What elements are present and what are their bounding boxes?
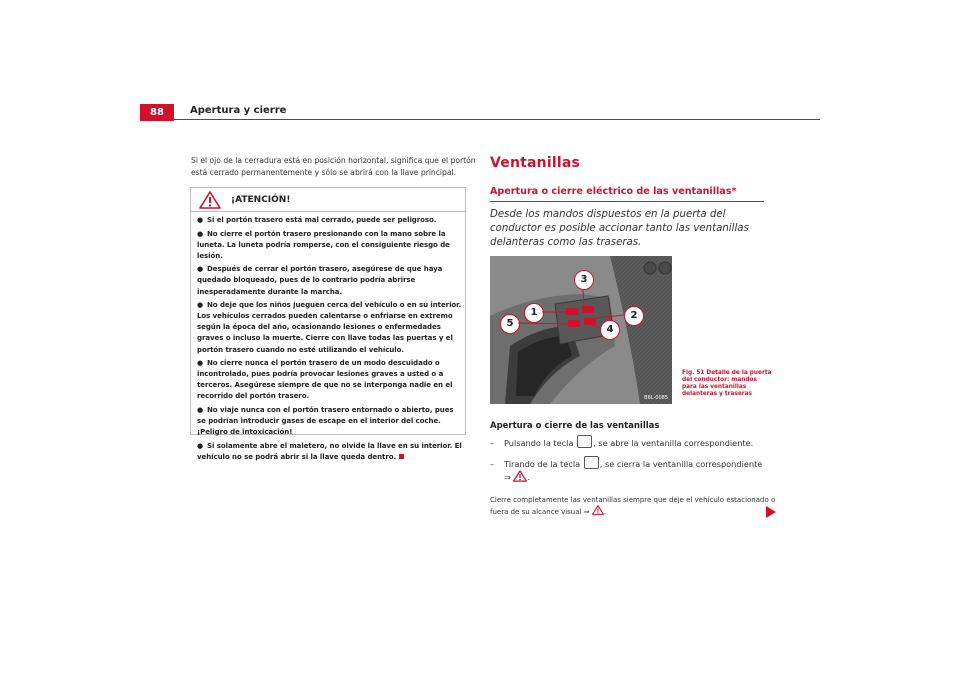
warning-triangle-icon (513, 470, 527, 482)
window-key-icon (577, 435, 592, 448)
callout-5: 5 (500, 314, 520, 334)
bullet-icon: ● (197, 359, 204, 368)
subsection-title: Apertura o cierre eléctrico de las ventanillas* (490, 186, 737, 197)
lead-paragraph: Desde los mandos dispuestos en la puerta del conductor es posible accionar tanto las ventanillas delanteras como las traseras. (490, 209, 749, 248)
warning-triangle-icon (592, 505, 604, 515)
header-rule (174, 119, 820, 120)
section-title: Ventanillas (490, 155, 581, 171)
warning-item: ● Después de cerrar el portón trasero, asegúrese de que haya quedado bloqueado, pues de lo contrario podría abrirse inesperadamente durante la marcha. (197, 265, 443, 296)
bullet-icon: ● (197, 406, 204, 414)
bullet-icon: ● (197, 441, 204, 450)
warning-triangle-icon (199, 191, 221, 209)
warning-item: ● No viaje nunca con el portón trasero entornado o abierto, pues se podrían introducir gases de escape en el interior del coche. ¡Peligro de intoxicación! (197, 406, 454, 437)
chapter-title: Apertura y cierre (190, 105, 287, 116)
page-number: 88 (140, 104, 174, 121)
warning-item: ● No deje que los niños jueguen cerca del vehículo o en su interior. Los vehículos cerrados pueden calentarse o enfriarse en extremo según la época del año, ocasionando lesiones o enfermedades graves o incluso la muerte. Cierre con llave todas las puertas y el portón trasero cuando no esté utilizando el vehículo. (197, 301, 462, 354)
bullet-icon: ● (197, 216, 204, 224)
warning-header (191, 188, 465, 212)
window-key-icon (584, 456, 599, 469)
bullet-icon: ● (197, 265, 204, 274)
steps-title: Apertura o cierre de las ventanillas (490, 421, 660, 431)
callout-3: 3 (574, 270, 594, 290)
intro-paragraph: Si el ojo de la cerradura está en posición horizontal, significa que el portón está cerrado permanentemente y sólo se abrirá con la llave principal. (191, 156, 476, 177)
next-page-arrow-icon (766, 506, 776, 518)
warning-box (190, 187, 466, 461)
callout-2: 2 (624, 306, 644, 326)
bullet-icon: ● (197, 301, 204, 310)
callout-4: 4 (600, 320, 620, 340)
bullet-icon: ● (197, 229, 204, 238)
figure-code: B6L-0085 (644, 395, 668, 401)
warning-item: ● No cierre nunca el portón trasero de un modo descuidado o incontrolado, pues podría provocar lesiones graves a usted o a terceros. Asegúrese siempre de que no se interponga nadie en el recorrido del portón trasero. (197, 359, 453, 401)
figure-caption: Fig. 51 Detalle de la puerta del conductor: mandos para las ventanillas delanteras y traseras (682, 370, 772, 397)
warning-item: ● Si el portón trasero está mal cerrado, puede ser peligroso. (197, 215, 463, 226)
callout-1: 1 (524, 303, 544, 323)
warning-item: ● No cierre el portón trasero presionando con la mano sobre la luneta. La luneta podría romperse, con el consiguiente riesgo de lesión. (197, 229, 450, 260)
subsection-rule (490, 201, 764, 202)
callout-leaders (490, 256, 672, 404)
step-open: – Pulsando la tecla , se abre la ventanilla correspondiente. (490, 435, 780, 449)
warning-list (197, 215, 463, 465)
door-controls-figure (490, 256, 672, 404)
warning-title: ¡ATENCIÓN! (231, 195, 291, 205)
step-close: – Tirando de la tecla , se cierra la ventanilla correspondiente ⇒ . (490, 456, 780, 483)
warning-item: ● Si solamente abre el maletero, no olvide la llave en su interior. El vehículo no se podrá abrir si la llave queda dentro. (197, 441, 462, 461)
end-of-section-icon (399, 454, 404, 459)
note-paragraph: Cierre completamente las ventanillas siempre que deje el vehículo estacionado o fuera de su alcance visual ⇒ . (490, 496, 776, 516)
